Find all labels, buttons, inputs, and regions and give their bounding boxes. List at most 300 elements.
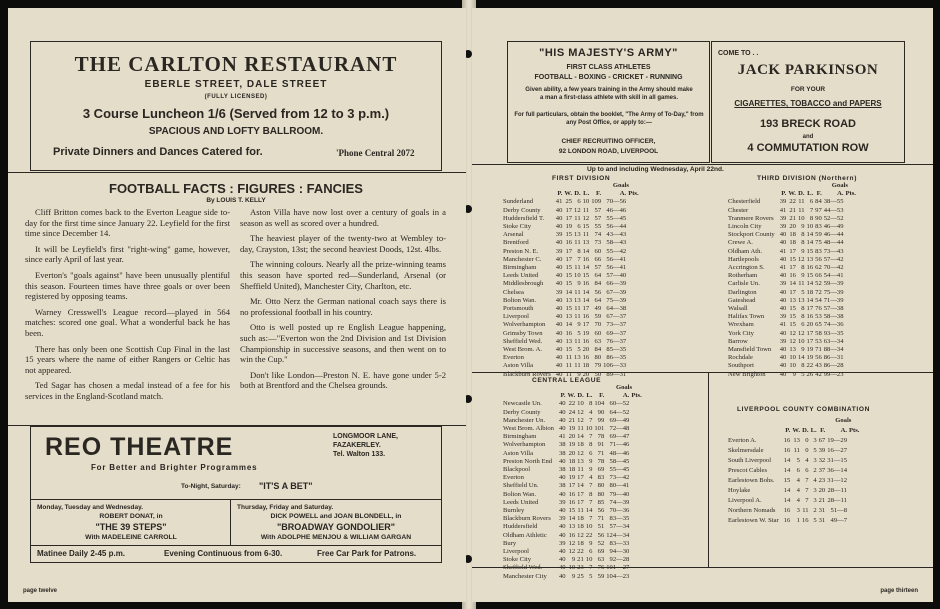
- team-name: Liverpool: [503, 313, 530, 321]
- table-row: [727, 297, 857, 305]
- team-name: Arsenal: [503, 231, 524, 239]
- table-row: [727, 313, 857, 321]
- stat-cell: 40: [555, 280, 563, 288]
- stat-cell: 10: [585, 556, 593, 564]
- stat-cell: 18: [577, 523, 584, 531]
- stat-cell: 80: [594, 354, 602, 362]
- stat-cell: 15: [582, 223, 590, 231]
- reo-right-with: With ADOLPHE MENJOU & WILLIAM GARGAN: [260, 534, 412, 541]
- stat-cell: 40: [779, 272, 787, 280]
- carlton-phone: 'Phone Central 2072: [336, 148, 415, 158]
- stat-cell: 40: [779, 255, 787, 263]
- team-name: Derby County: [503, 206, 541, 214]
- stat-cell: 18: [789, 239, 796, 247]
- team-name: Liverpool A.: [728, 497, 762, 504]
- stat-cell: 15: [789, 305, 796, 313]
- table-row: [727, 496, 860, 506]
- stat-cell: 7: [809, 206, 814, 214]
- stat-cell: 60—52: [609, 400, 630, 408]
- stat-cell: 16: [582, 313, 590, 321]
- stat-cell: 16: [801, 517, 809, 524]
- team-name: Gateshead: [728, 296, 756, 304]
- team-name: Blackburn Rovers: [503, 370, 551, 378]
- stat-cell: 12: [574, 206, 581, 214]
- stat-cell: 39: [779, 337, 787, 345]
- stat-cell: 11: [793, 447, 800, 454]
- stat-cell: 3: [813, 457, 817, 464]
- stat-cell: 22: [568, 400, 576, 408]
- stat-cell: 7: [805, 477, 809, 484]
- stat-cell: 9: [801, 346, 805, 354]
- stat-cell: 106—33: [603, 362, 627, 370]
- army-address: 92 LONDON ROAD, LIVERPOOL: [558, 148, 659, 155]
- stat-cell: 40: [558, 572, 566, 580]
- stat-cell: 8: [577, 247, 581, 255]
- stat-cell: 17: [565, 255, 573, 263]
- team-name: Everton: [503, 474, 524, 482]
- stat-cell: 15: [789, 255, 796, 263]
- stat-cell: 19: [568, 474, 576, 482]
- stat-cell: 21: [789, 206, 796, 214]
- stat-cell: 13: [574, 231, 581, 239]
- stat-cell: 83: [815, 247, 822, 255]
- stat-cell: 73—37: [606, 321, 627, 329]
- team-name: Northern Nomads: [728, 507, 776, 514]
- stat-cell: 6: [801, 321, 805, 329]
- stat-cell: 40: [558, 416, 566, 424]
- stat-cell: 14: [577, 482, 584, 490]
- table-row: [727, 436, 860, 446]
- stat-cell: 21: [818, 497, 826, 504]
- column-header: D.: [798, 190, 805, 198]
- stat-cell: 40: [555, 264, 563, 272]
- article-column-2: [240, 207, 446, 396]
- central-league-table: [502, 377, 643, 581]
- stat-cell: 36—14: [827, 467, 847, 474]
- stat-cell: 13: [789, 346, 796, 354]
- article-paragraph: Ted Sagar has chosen a medal instead of a fee for his services in the England-Scotland match.: [25, 380, 230, 401]
- stat-cell: 8: [589, 400, 593, 408]
- stat-cell: 54: [815, 296, 822, 304]
- stat-cell: 11: [574, 288, 581, 296]
- stat-cell: 66: [594, 255, 602, 263]
- army-text-2: For full particulars, obtain the booklet, "The Army of To-Day," from any Post Office, or apply to:—: [514, 112, 704, 126]
- stat-cell: 40: [779, 329, 787, 337]
- stat-cell: 40: [558, 457, 566, 465]
- stat-cell: 14: [789, 280, 796, 288]
- team-name: Crewe A.: [728, 239, 753, 247]
- stat-cell: 15: [568, 507, 576, 515]
- stat-cell: 12: [582, 214, 590, 222]
- team-name: Preston N. E.: [503, 247, 539, 255]
- army-sports: FOOTBALL - BOXING - CRICKET - RUNNING: [534, 74, 683, 81]
- stat-cell: 40: [779, 354, 787, 362]
- stat-cell: 17: [565, 247, 573, 255]
- stat-cell: 14: [783, 497, 791, 504]
- stat-cell: 57—34: [609, 523, 630, 531]
- stat-cell: 13: [577, 457, 584, 465]
- article-byline: By LOUIS T. KELLY: [206, 197, 266, 204]
- stat-cell: 11: [565, 354, 573, 362]
- stat-cell: 9: [589, 539, 593, 547]
- column-header: W.: [788, 190, 796, 198]
- stat-cell: 40: [555, 354, 563, 362]
- table-row: [502, 215, 640, 223]
- team-name: Newcastle Un.: [503, 400, 542, 408]
- stat-cell: 71: [597, 515, 605, 523]
- stat-cell: 18: [568, 457, 576, 465]
- stat-cell: 9: [589, 457, 593, 465]
- column-header: Pts.: [848, 427, 860, 434]
- tables-header: Up to and including Wednesday, April 22nd.: [587, 166, 724, 173]
- stat-cell: 69: [597, 466, 605, 474]
- stat-cell: 56: [815, 354, 822, 362]
- stat-cell: 20: [789, 223, 796, 231]
- table-row: [502, 450, 643, 458]
- table-row: [502, 264, 640, 272]
- table-row: [502, 239, 640, 247]
- stat-cell: 12: [789, 337, 796, 345]
- stat-cell: 17: [789, 288, 796, 296]
- stat-cell: 83: [815, 223, 822, 231]
- team-name: Bolton Wan.: [503, 296, 537, 304]
- stat-cell: 90: [815, 214, 822, 222]
- stat-cell: 16: [783, 447, 791, 454]
- stat-cell: 7: [805, 497, 809, 504]
- stat-cell: 3: [813, 437, 817, 444]
- team-name: Walsall: [728, 305, 748, 313]
- reo-left-days: Monday, Tuesday and Wednesday.: [37, 504, 144, 511]
- stat-cell: 14: [797, 354, 805, 362]
- stat-cell: 39: [818, 447, 826, 454]
- stat-cell: 64—52: [609, 408, 630, 416]
- team-name: Brentford: [503, 239, 529, 247]
- stat-cell: 16: [568, 490, 576, 498]
- stat-cell: 11: [582, 206, 590, 214]
- reo-left-film: "THE 39 STEPS": [95, 522, 167, 532]
- team-name: Skelmersdale: [728, 447, 764, 454]
- carlton-restaurant-ad: [30, 41, 442, 171]
- table-row: [502, 573, 643, 581]
- first-division-standings: [502, 182, 640, 379]
- stat-cell: 6: [577, 198, 581, 206]
- stat-cell: 18: [568, 466, 576, 474]
- table-row: [502, 354, 640, 362]
- first-division-table: [502, 175, 640, 379]
- team-name: Manchester City: [503, 572, 547, 580]
- stat-cell: 86—35: [606, 354, 627, 362]
- stat-cell: 84: [594, 346, 602, 354]
- stat-cell: 59—39: [823, 280, 844, 288]
- stat-cell: 16: [565, 329, 573, 337]
- stat-cell: 15: [783, 477, 791, 484]
- stat-cell: 16: [565, 239, 573, 247]
- tables-rule: [472, 164, 933, 165]
- stat-cell: 40: [558, 425, 566, 433]
- stat-cell: 39: [558, 515, 566, 523]
- army-title: "HIS MAJESTY'S ARMY": [539, 47, 678, 59]
- stat-cell: 40: [779, 296, 787, 304]
- stat-cell: 22: [577, 548, 584, 556]
- stat-cell: 60: [594, 329, 602, 337]
- stat-cell: 40: [558, 490, 566, 498]
- team-name: Stoke City: [503, 556, 532, 564]
- stat-cell: 22: [585, 531, 593, 539]
- team-name: Mansfield Town: [728, 346, 772, 354]
- stat-cell: 86—28: [823, 362, 844, 370]
- stat-cell: 69—49: [609, 416, 630, 424]
- table-row: [502, 548, 643, 556]
- stat-cell: 71: [815, 346, 822, 354]
- third-division-standings: [727, 182, 857, 379]
- stat-cell: 12: [568, 548, 576, 556]
- column-header: P.: [781, 190, 787, 198]
- stat-cell: 24: [568, 408, 576, 416]
- stat-cell: 14: [582, 288, 590, 296]
- column-header: F.: [596, 190, 602, 198]
- stat-cell: 40: [779, 231, 787, 239]
- stat-cell: 17: [789, 247, 796, 255]
- stat-cell: 39: [779, 280, 787, 288]
- stat-cell: 7: [589, 564, 593, 572]
- stat-cell: 76—37: [606, 337, 627, 345]
- table-row: [502, 330, 640, 338]
- stat-cell: 16—27: [827, 447, 847, 454]
- stat-cell: 59: [815, 231, 822, 239]
- reo-tagline: For Better and Brighter Programmes: [91, 463, 258, 472]
- table-row: [727, 305, 857, 313]
- stat-cell: 4: [589, 408, 593, 416]
- stat-cell: 2: [813, 467, 817, 474]
- stat-cell: 11: [798, 206, 805, 214]
- stat-cell: 40: [558, 507, 566, 515]
- stat-cell: 39: [555, 247, 563, 255]
- stat-cell: 15: [806, 247, 814, 255]
- stat-cell: 60: [594, 247, 602, 255]
- stat-cell: 23: [818, 477, 826, 484]
- stat-cell: 59: [597, 572, 605, 580]
- jack-address-2: 4 COMMUTATION ROW: [747, 142, 869, 154]
- stat-cell: 63—34: [823, 337, 844, 345]
- stat-cell: 6: [805, 467, 809, 474]
- stat-cell: 57—40: [606, 272, 627, 280]
- table-row: [502, 441, 643, 449]
- team-name: Chesterfield: [728, 198, 761, 206]
- table-row: [502, 362, 640, 370]
- stat-cell: 2: [813, 507, 817, 514]
- stat-cell: 70—42: [823, 264, 844, 272]
- team-name: Blackpool: [503, 466, 531, 474]
- stat-cell: 11: [577, 466, 584, 474]
- stat-cell: 53: [815, 313, 822, 321]
- stat-cell: 58—43: [606, 239, 627, 247]
- table-row: [502, 289, 640, 297]
- table-row: [502, 207, 640, 215]
- stat-cell: 17: [789, 264, 796, 272]
- stat-cell: 7: [589, 482, 593, 490]
- table-row: [502, 482, 643, 490]
- stat-cell: 11: [574, 362, 581, 370]
- stat-cell: 6: [589, 449, 593, 457]
- team-name: Portsmouth: [503, 305, 534, 313]
- stat-cell: 1: [796, 517, 800, 524]
- stat-cell: 104—23: [606, 572, 630, 580]
- goals-header: Goals: [612, 182, 629, 189]
- stat-cell: 104: [594, 400, 605, 408]
- stat-cell: 40: [779, 362, 787, 370]
- column-header: F.: [816, 190, 822, 198]
- stat-cell: 5: [813, 517, 817, 524]
- stat-cell: 14: [582, 296, 590, 304]
- stat-cell: 40: [555, 239, 563, 247]
- table-row: [502, 491, 643, 499]
- column-header: P.: [557, 190, 563, 198]
- jack-goods: CIGARETTES, TOBACCO and PAPERS: [734, 99, 882, 108]
- table-row: [727, 248, 857, 256]
- table-row: [727, 272, 857, 280]
- stat-cell: 46—49: [823, 223, 844, 231]
- stat-cell: 16: [582, 280, 590, 288]
- stat-cell: 73—42: [609, 474, 630, 482]
- tables-mid-rule: [472, 372, 933, 373]
- stat-cell: 11: [582, 231, 590, 239]
- army-text-1: Given ability, a few years training in the Army should make a man a first-class athlete with skill in all games.: [525, 87, 693, 101]
- stat-cell: 57—42: [823, 255, 844, 263]
- stat-cell: 12: [797, 329, 805, 337]
- stat-cell: 9: [577, 280, 581, 288]
- stat-cell: 55—45: [609, 466, 630, 474]
- stat-cell: 5: [577, 329, 581, 337]
- stat-cell: 15: [565, 231, 573, 239]
- stat-cell: 15: [565, 264, 573, 272]
- stat-cell: 9: [571, 572, 576, 580]
- team-name: Bolton Wan.: [503, 490, 537, 498]
- stat-cell: 14: [806, 296, 814, 304]
- column-header: L.: [583, 190, 590, 198]
- team-name: Tranmere Rovers: [728, 214, 774, 222]
- stat-cell: 51: [597, 523, 605, 531]
- stat-cell: 75: [815, 239, 822, 247]
- stat-cell: 48—46: [609, 449, 630, 457]
- column-header: D.: [574, 190, 581, 198]
- team-name: Aston Villa: [503, 449, 534, 457]
- article-title: FOOTBALL FACTS : FIGURES : FANCIES: [109, 181, 363, 196]
- reo-tonight-label: To-Night, Saturday:: [181, 483, 241, 490]
- stat-cell: 40: [779, 370, 787, 378]
- stat-cell: 11: [574, 337, 581, 345]
- stat-cell: 13: [574, 296, 581, 304]
- team-name: Derby County: [503, 408, 541, 416]
- team-name: Aston Villa: [503, 362, 534, 370]
- stat-cell: 40: [558, 548, 566, 556]
- stat-cell: 5: [801, 370, 805, 378]
- stat-cell: 22: [789, 198, 796, 206]
- team-name: Chelsea: [503, 288, 524, 296]
- team-name: Chester: [728, 206, 749, 214]
- stat-cell: 40: [558, 523, 566, 531]
- stat-cell: 39: [779, 223, 787, 231]
- stat-cell: 42: [815, 370, 822, 378]
- army-recruiting-ad: [507, 41, 710, 163]
- team-name: Hoylake: [728, 487, 751, 494]
- stat-cell: 80: [597, 490, 605, 498]
- stat-cell: 56—41: [606, 264, 627, 272]
- stat-cell: 52—52: [823, 214, 844, 222]
- stat-cell: 8: [801, 305, 805, 313]
- stat-cell: 40: [555, 313, 563, 321]
- stat-cell: 13: [565, 296, 573, 304]
- goals-header: Goals: [831, 182, 848, 189]
- stat-cell: 88—34: [823, 346, 844, 354]
- stat-cell: 99: [597, 416, 605, 424]
- stat-cell: 78: [597, 457, 605, 465]
- table-row: [502, 409, 643, 417]
- table-row: [502, 338, 640, 346]
- stat-cell: 10: [585, 523, 593, 531]
- table-row: [502, 466, 643, 474]
- table-row: [502, 564, 643, 572]
- stat-cell: 7: [805, 487, 809, 494]
- stat-cell: 12: [789, 329, 796, 337]
- team-name: Burnley: [503, 507, 525, 515]
- table-row: [502, 523, 643, 531]
- central-league-title: CENTRAL LEAGUE: [532, 377, 602, 384]
- table-row: [727, 198, 857, 206]
- stat-cell: 56—44: [606, 223, 627, 231]
- tables-bottom-rule: [472, 567, 933, 568]
- stat-cell: 64: [594, 296, 602, 304]
- table-row: [727, 354, 857, 362]
- stat-cell: 0: [805, 447, 809, 454]
- stat-cell: 74—36: [823, 321, 844, 329]
- stat-cell: 40: [779, 346, 787, 354]
- stat-cell: 16: [783, 517, 791, 524]
- stat-cell: 40: [779, 239, 787, 247]
- stat-cell: 28—11: [827, 487, 847, 494]
- team-name: Carlisle Un.: [728, 280, 760, 288]
- page-number-left: page twelve: [23, 588, 58, 594]
- stat-cell: 40: [555, 206, 563, 214]
- stat-cell: 13: [582, 239, 590, 247]
- table-row: [502, 256, 640, 264]
- stat-cell: 40: [555, 337, 563, 345]
- stat-cell: 7: [589, 515, 593, 523]
- column-header: A.: [622, 392, 630, 400]
- stat-cell: 56—41: [606, 255, 627, 263]
- stat-cell: 66—39: [606, 280, 627, 288]
- reo-early-week-panel: [31, 499, 231, 545]
- jack-come: COME TO . .: [718, 50, 759, 57]
- stat-cell: 67: [818, 437, 826, 444]
- team-name: Accrington S.: [728, 264, 765, 272]
- stat-cell: 18: [582, 362, 590, 370]
- table-row: [502, 515, 643, 523]
- table-row: [502, 433, 643, 441]
- stat-cell: 46—46: [606, 206, 627, 214]
- stat-cell: 16: [783, 507, 791, 514]
- stat-cell: 14: [585, 507, 593, 515]
- stat-cell: 50: [594, 370, 602, 378]
- stat-cell: 0: [805, 437, 809, 444]
- stat-cell: 19: [582, 329, 590, 337]
- stat-cell: 39: [555, 231, 563, 239]
- jack-address-1: 193 BRECK ROAD: [760, 118, 856, 130]
- table-row: [502, 507, 643, 515]
- stat-cell: 11: [574, 305, 581, 313]
- stat-cell: 17: [577, 474, 584, 482]
- column-header: D.: [577, 392, 584, 400]
- team-name: Manchester C.: [503, 255, 542, 263]
